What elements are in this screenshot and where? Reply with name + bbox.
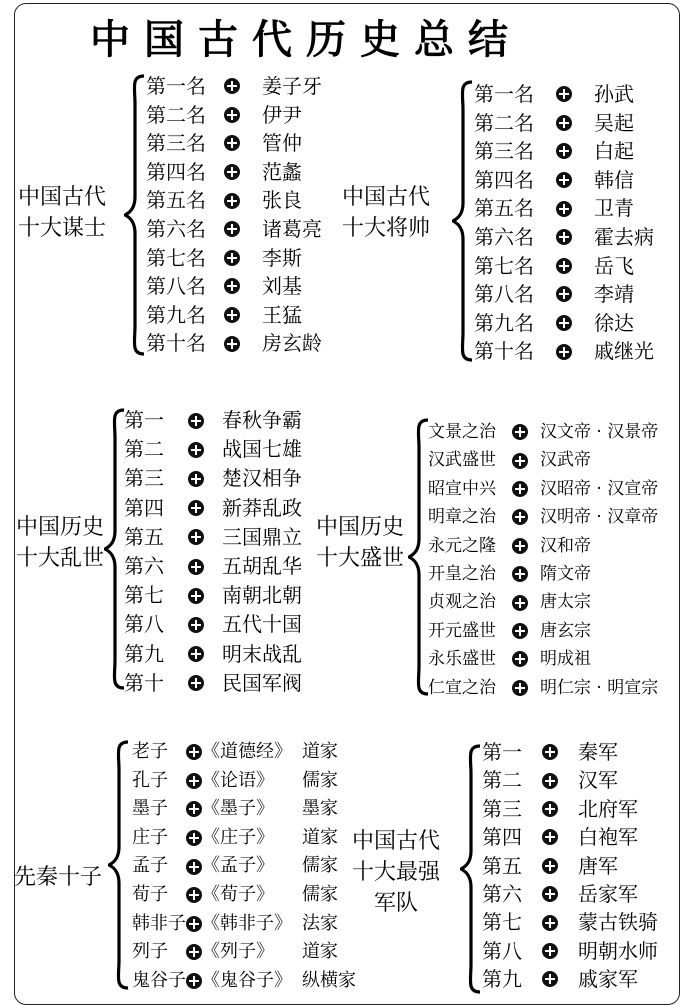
item-name: 王猛 [262,302,302,327]
plus-circle-glyph [186,830,202,846]
item-name: 范蠡 [262,159,302,184]
section-label-line: 中国历史 [16,515,105,540]
item-name: 民国军阀 [222,670,302,695]
item-rank: 第四名 [474,167,534,192]
section-label-generals [342,182,430,244]
item-rank: 第一 [124,408,164,432]
item-school: 儒家 [302,855,338,877]
section-label-line: 中国古代 [352,829,441,854]
curly-brace [408,418,428,696]
item-rank: 第十名 [146,331,206,356]
item-rank: 开元盛世 [428,620,496,641]
item-rank: 第三名 [146,131,206,156]
item-name: 霍去病 [594,224,654,249]
item-school: 儒家 [302,769,338,791]
item-name: 汉文帝 · 汉景帝 [540,422,659,442]
item-name: 伊尹 [262,102,302,127]
item-name: 刘基 [262,274,302,299]
item-name: 明朝水师 [578,938,658,963]
item-name: 房玄龄 [262,331,322,356]
item-rank: 第九 [124,641,164,666]
item-book: 《韩非子》 [202,912,292,934]
item-rank: 庄子 [132,826,168,848]
item-rank: 第三 [482,796,522,821]
item-rank: 第六 [482,881,522,906]
item-name: 三国鼎立 [222,524,302,549]
item-rank: 第五名 [146,188,206,213]
item-school: 道家 [302,826,338,848]
plus-circle-glyph [512,538,528,554]
item-rank: 第一名 [474,82,534,106]
item-school: 道家 [302,941,338,963]
item-book: 《孟子》 [202,855,274,877]
curly-brace [108,740,128,990]
item-name: 岳家军 [578,881,638,906]
plus-circle-glyph [186,773,202,789]
item-school: 墨家 [302,798,338,820]
item-rank: 韩非子 [132,912,186,934]
item-name: 岳飞 [594,253,634,278]
item-name: 汉武帝 [540,450,591,471]
item-rank: 第八名 [474,282,534,307]
plus-circle-glyph [556,115,572,131]
item-name: 隋文帝 [540,563,591,584]
item-rank: 墨子 [132,798,168,820]
brace-stroke [105,410,124,688]
item-book: 《列子》 [202,941,274,963]
plus-circle-glyph [224,250,240,266]
item-name: 韩信 [594,167,634,192]
plus-circle-glyph [188,413,204,429]
item-rank: 第一 [482,740,522,764]
item-name: 姜子牙 [262,74,322,98]
plus-circle-glyph [224,193,240,209]
item-book: 《鬼谷子》 [202,969,292,991]
plus-circle-glyph [542,773,558,789]
plus-circle-glyph [542,858,558,874]
item-rank: 第四名 [146,159,206,184]
item-name: 汉和帝 [540,535,591,556]
item-book: 《论语》 [202,769,274,791]
plus-circle-glyph [556,172,572,188]
page-title: 中国古代历史总结 [90,16,522,63]
item-rank: 贞观之治 [428,592,496,613]
brace-stroke [109,742,128,988]
item-name: 春秋争霸 [222,408,302,432]
item-rank: 第十 [124,670,164,695]
item-name: 戚家军 [578,967,638,992]
section-label-pre-qin [14,862,102,893]
item-name: 唐军 [578,853,618,878]
item-rank: 文景之治 [428,422,496,442]
item-school: 法家 [302,912,338,934]
item-rank: 第三 [124,466,164,491]
item-rank: 列子 [132,941,168,963]
section-label-golden-ages [316,512,404,574]
plus-circle-glyph [224,307,240,323]
brace-stroke [453,82,472,360]
brace-stroke [125,76,144,354]
plus-circle-glyph [188,588,204,604]
plus-circle-glyph [556,201,572,217]
item-rank: 第二 [482,768,522,793]
item-rank: 第七 [124,583,164,608]
item-rank: 荀子 [132,883,168,905]
item-name: 孙武 [594,82,634,106]
item-rank: 第二名 [146,102,206,127]
section-label-line: 十大谋士 [18,216,107,241]
item-name: 汉明帝 · 汉章帝 [540,507,659,528]
item-rank: 第九名 [146,302,206,327]
item-rank: 第八名 [146,274,206,299]
item-rank: 第八 [124,612,164,637]
item-rank: 第七名 [146,245,206,270]
section-label-line: 中国历史 [316,515,405,540]
item-rank: 第五 [124,524,164,549]
item-rank: 汉武盛世 [428,450,496,471]
item-rank: 第三名 [474,139,534,164]
item-book: 《荀子》 [202,883,274,905]
section-label-line: 先秦十子 [14,865,103,890]
brace-stroke [461,746,480,992]
item-rank: 第十名 [474,339,534,364]
item-rank: 第二名 [474,110,534,135]
item-name: 李斯 [262,245,302,270]
item-name: 唐太宗 [540,592,591,613]
item-name: 五代十国 [222,612,302,637]
plus-circle-glyph [186,973,202,989]
item-name: 新莽乱政 [222,495,302,520]
plus-circle-glyph [512,595,528,611]
section-label-line: 十大乱世 [16,546,105,571]
section-label-line: 十大盛世 [316,546,405,571]
item-rank: 第四 [124,495,164,520]
item-rank: 第七名 [474,253,534,278]
item-rank: 鬼谷子 [132,969,186,991]
plus-circle-glyph [542,801,558,817]
item-rank: 第九名 [474,310,534,335]
section-label-line: 十大将帅 [342,216,431,241]
item-school: 儒家 [302,883,338,905]
item-rank: 第六名 [474,224,534,249]
plus-circle-glyph [512,481,528,497]
item-rank: 第一名 [146,74,206,98]
section-label-line: 军队 [374,891,419,916]
item-name: 戚继光 [594,339,654,364]
item-rank: 第八 [482,938,522,963]
item-name: 明末战乱 [222,641,302,666]
item-name: 蒙古铁骑 [578,910,658,935]
plus-circle-glyph [556,315,572,331]
plus-circle-glyph [512,680,528,696]
item-rank: 老子 [132,741,168,762]
plus-circle-glyph [542,915,558,931]
item-rank: 永元之隆 [428,535,496,556]
item-name: 汉昭帝 · 汉宣帝 [540,478,659,499]
item-name: 吴起 [594,110,634,135]
item-rank: 第九 [482,967,522,992]
item-school: 道家 [302,741,338,762]
item-rank: 第五名 [474,196,534,221]
item-name: 李靖 [594,282,634,307]
item-name: 北府军 [578,796,638,821]
item-name: 明仁宗 · 明宣宗 [540,677,659,698]
item-rank: 第二 [124,437,164,462]
plus-circle-glyph [186,859,202,875]
plus-circle-glyph [188,559,204,575]
item-name: 白起 [594,139,634,164]
item-name: 诸葛亮 [262,216,322,241]
section-label-chaos [16,512,104,574]
item-rank: 孟子 [132,855,168,877]
plus-circle-glyph [186,916,202,932]
item-book: 《道德经》 [202,741,292,762]
item-name: 战国七雄 [222,437,302,462]
section-label-line: 中国古代 [342,185,431,210]
section-label-line: 中国古代 [18,185,107,210]
curly-brace [460,744,480,994]
item-book: 《墨子》 [202,798,274,820]
item-rank: 仁宣之治 [428,677,496,698]
plus-circle-glyph [188,471,204,487]
item-name: 汉军 [578,768,618,793]
plus-circle-glyph [188,646,204,662]
item-name: 楚汉相争 [222,466,302,491]
item-name: 卫青 [594,196,634,221]
curly-brace [124,74,144,356]
item-name: 张良 [262,188,302,213]
item-rank: 孔子 [132,769,168,791]
item-name: 徐达 [594,310,634,335]
item-rank: 明章之治 [428,507,496,528]
item-rank: 第五 [482,853,522,878]
item-rank: 开皇之治 [428,563,496,584]
brace-stroke [409,420,428,694]
plus-circle-glyph [188,442,204,458]
item-rank: 昭宣中兴 [428,478,496,499]
plus-circle-glyph [188,617,204,633]
item-name: 管仲 [262,131,302,156]
item-rank: 第七 [482,910,522,935]
item-name: 明成祖 [540,649,591,670]
item-book: 《庄子》 [202,826,274,848]
plus-circle-glyph [224,336,240,352]
curly-brace [104,408,124,690]
item-rank: 永乐盛世 [428,649,496,670]
item-name: 唐玄宗 [540,620,591,641]
plus-circle-glyph [512,453,528,469]
plus-circle-glyph [224,107,240,123]
section-label-armies [352,826,440,919]
curly-brace [452,80,472,362]
plus-circle-glyph [224,164,240,180]
item-rank: 第六名 [146,216,206,241]
section-label-strategists [18,182,106,244]
item-name: 南朝北朝 [222,583,302,608]
plus-circle-glyph [556,258,572,274]
item-rank: 第六 [124,553,164,578]
item-rank: 第四 [482,825,522,850]
item-school: 纵横家 [302,969,356,991]
plus-circle-glyph [542,943,558,959]
item-name: 五胡乱华 [222,553,302,578]
plus-circle-glyph [556,344,572,360]
item-name: 秦军 [578,740,618,764]
item-name: 白袍军 [578,825,638,850]
plus-circle-glyph [512,623,528,639]
section-label-line: 十大最强 [352,860,441,885]
